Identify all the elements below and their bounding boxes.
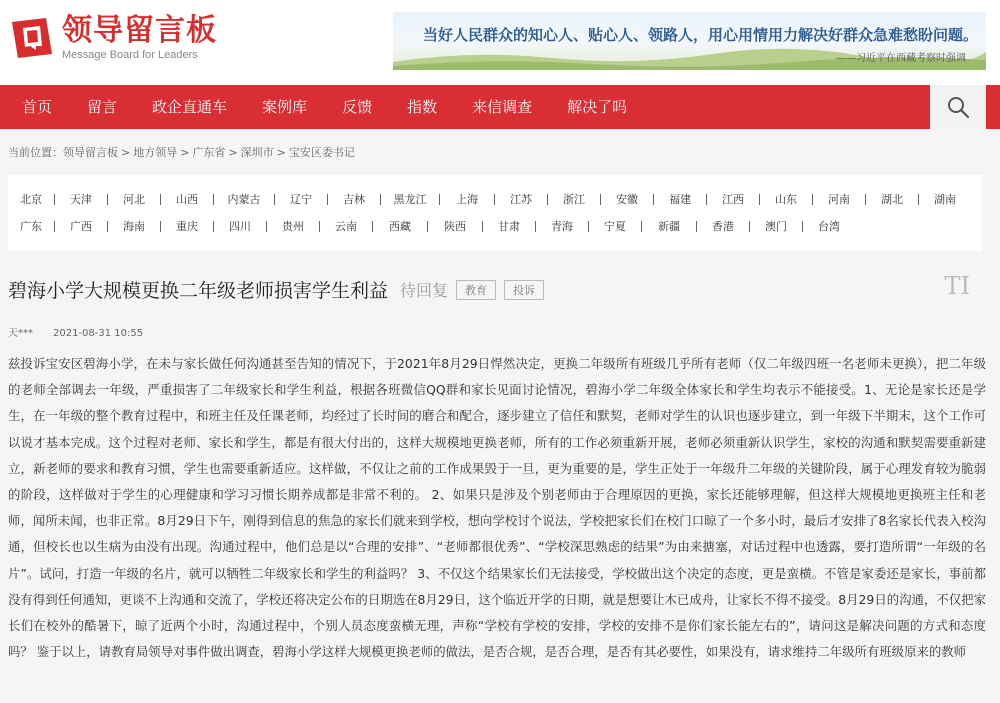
breadcrumb-separator: > bbox=[228, 146, 238, 159]
province-link[interactable]: 河北 bbox=[123, 193, 145, 206]
author-name: 天*** bbox=[8, 328, 33, 339]
breadcrumb-item[interactable]: 深圳市 bbox=[240, 146, 274, 159]
province-link[interactable]: 重庆 bbox=[176, 220, 198, 233]
message-meta bbox=[8, 324, 143, 339]
quote-banner bbox=[393, 12, 986, 70]
search-icon bbox=[946, 95, 970, 119]
font-size-icon[interactable]: TI bbox=[944, 272, 970, 300]
logo-title: 领导留言板 bbox=[62, 13, 217, 48]
province-link[interactable]: 陕西 bbox=[444, 220, 466, 233]
breadcrumb bbox=[8, 144, 355, 160]
province-link[interactable]: 青海 bbox=[551, 220, 573, 233]
province-link[interactable]: 辽宁 bbox=[290, 193, 312, 206]
breadcrumb-item[interactable]: 领导留言板 bbox=[63, 146, 118, 159]
province-link[interactable]: 新疆 bbox=[658, 220, 680, 233]
breadcrumb-separator: > bbox=[121, 146, 131, 159]
province-link[interactable]: 湖南 bbox=[934, 193, 956, 206]
province-link[interactable]: 台湾 bbox=[818, 220, 840, 233]
tag-category[interactable]: 教育 bbox=[456, 280, 496, 300]
site-header bbox=[0, 0, 1000, 85]
breadcrumb-item[interactable]: 广东省 bbox=[192, 146, 226, 159]
breadcrumb-prefix: 当前位置： bbox=[8, 146, 63, 159]
banner-quote: 当好人民群众的知心人、贴心人、领路人，用心用情用力解决好群众急难愁盼问题。 bbox=[423, 26, 979, 44]
nav-enterprise[interactable]: 政企直通车 bbox=[152, 98, 228, 116]
nav-feedback[interactable]: 反馈 bbox=[342, 98, 373, 116]
province-link[interactable]: 西藏 bbox=[389, 220, 411, 233]
province-link[interactable]: 河南 bbox=[828, 193, 850, 206]
search-button[interactable] bbox=[930, 85, 986, 129]
nav-message[interactable]: 留言 bbox=[87, 98, 118, 116]
province-link[interactable]: 上海 bbox=[456, 193, 478, 206]
province-link[interactable]: 黑龙江 bbox=[393, 193, 427, 206]
breadcrumb-separator: > bbox=[276, 146, 286, 159]
province-link[interactable]: 吉林 bbox=[343, 193, 365, 206]
logo-mark-icon bbox=[10, 16, 54, 60]
province-link[interactable]: 山西 bbox=[176, 193, 198, 206]
message-body: 兹投诉宝安区碧海小学，在未与家长做任何沟通甚至告知的情况下，于2021年8月29日悍然决定，更换二年级所有班级几乎所有老师（仅二年级四班一名老师未更换），把二年级的老师全部调去一年级，严重损害了二年级家长和学生利益，根据各班微信QQ群和家长见面讨论情况，碧海小学二年级全体家长和学生均表示不能接受。1、无论是家长还是学生，在一年级的整个教育过程中，和班主任及任课老师，均经过了长时间的磨合和配合，逐步建立了信任和默契，老师对学生的认识也逐步建立，到一年级下半期末，这个工作可以说才基本完成。这个过程对老师、家长和学生，都是有很大付出的，这样大规模地更换老师，所有的工作必须重新开展，老师必须重新认识学生，家校的沟通和默契需要重新建立，新老师的要求和教育习惯，学生也需要重新适应。这样做，不仅让之前的工作成果毁于一旦，更为重要的是，学生正处于一年级升二年级的关键阶段，属于心理发育较为脆弱的阶段，这样做对于学生的心理健康和学习习惯长期养成都是非常不利的。 2、如果只是涉及个别老师由于合理原因的更换，家长还能够理解，但这样大规模地更换班主任和老师，闻所未闻，也非正常。8月29日下午，刚得到信息的焦急的家长们就来到学校，想向学校讨个说法，学校把家长们在校门口晾了一个多小时，最后才安排了8名家长代表入校沟通，但校长也以生病为由没有出现。沟通过程中，他们总是以“合理的安排”、“老师都很优秀”、“学校深思熟虑的结果”为由来搪塞，对话过程中也透露，要打造所谓“一年级的名片”。试问，打造一年级的名片，就可以牺牲二年级家长和学生的利益吗？ 3、不仅这个结果家长们无法接受，学校做出这个决定的态度，更是蛮横。不管是家委还是家长，事前都没有得到任何通知，更谈不上沟通和交流了，学校还将决定公布的日期选在8月29日，这个临近开学的日期，就是想要让木已成舟，让家长不得不接受。8月29日的沟通，不仅把家长们在校外的酷暑下，晾了近两个小时，沟通过程中，个别人员态度蛮横无理，声称“学校有学校的安排，学校的安排不是你们家长能左右的”，请问这是解决问题的方式和态度吗？ 鉴于以上，请教育局领导对事件做出调查，碧海小学这样大规模更换老师的做法，是否合规，是否合理，是否有其必要性，如果没有，请求维持二年级所有班级原来的教师 bbox=[8, 356, 986, 660]
banner-signature: ——习近平在西藏考察时强调 bbox=[836, 53, 966, 64]
nav-survey[interactable]: 来信调查 bbox=[472, 98, 533, 116]
province-link[interactable]: 广西 bbox=[70, 220, 92, 233]
tag-type[interactable]: 投诉 bbox=[504, 280, 544, 300]
province-link[interactable]: 广东 bbox=[20, 220, 42, 233]
logo-subtitle: Message Board for Leaders bbox=[62, 49, 198, 61]
province-row bbox=[8, 189, 971, 209]
main-nav bbox=[0, 85, 1000, 129]
province-link[interactable]: 湖北 bbox=[881, 193, 903, 206]
province-link[interactable]: 北京 bbox=[20, 193, 42, 206]
site-logo[interactable] bbox=[10, 14, 217, 62]
message-title-row bbox=[8, 276, 544, 303]
province-link[interactable]: 内蒙古 bbox=[227, 193, 261, 206]
province-link[interactable]: 山东 bbox=[775, 193, 797, 206]
nav-home[interactable]: 首页 bbox=[22, 98, 53, 116]
province-link[interactable]: 福建 bbox=[669, 193, 691, 206]
province-link[interactable]: 江西 bbox=[722, 193, 744, 206]
province-link[interactable]: 安徽 bbox=[616, 193, 638, 206]
status-badge: 待回复 bbox=[400, 281, 449, 300]
province-selector bbox=[8, 175, 982, 251]
breadcrumb-separator: > bbox=[180, 146, 190, 159]
province-link[interactable]: 贵州 bbox=[282, 220, 304, 233]
message-title: 碧海小学大规模更换二年级老师损害学生利益 bbox=[8, 280, 389, 302]
province-link[interactable]: 澳门 bbox=[765, 220, 787, 233]
province-link[interactable]: 海南 bbox=[123, 220, 145, 233]
province-link[interactable]: 四川 bbox=[229, 220, 251, 233]
province-link[interactable]: 香港 bbox=[712, 220, 734, 233]
province-link[interactable]: 云南 bbox=[335, 220, 357, 233]
province-link[interactable]: 江苏 bbox=[510, 193, 532, 206]
nav-index[interactable]: 指数 bbox=[407, 98, 438, 116]
post-date: 2021-08-31 10:55 bbox=[53, 328, 144, 339]
breadcrumb-item[interactable]: 地方领导 bbox=[133, 146, 178, 159]
province-link[interactable]: 甘肃 bbox=[498, 220, 520, 233]
nav-resolved[interactable]: 解决了吗 bbox=[567, 98, 628, 116]
province-link[interactable]: 宁夏 bbox=[604, 220, 626, 233]
province-link[interactable]: 天津 bbox=[70, 193, 92, 206]
nav-cases[interactable]: 案例库 bbox=[262, 98, 308, 116]
breadcrumb-item[interactable]: 宝安区委书记 bbox=[288, 146, 355, 159]
province-row bbox=[8, 216, 855, 236]
province-link[interactable]: 浙江 bbox=[563, 193, 585, 206]
